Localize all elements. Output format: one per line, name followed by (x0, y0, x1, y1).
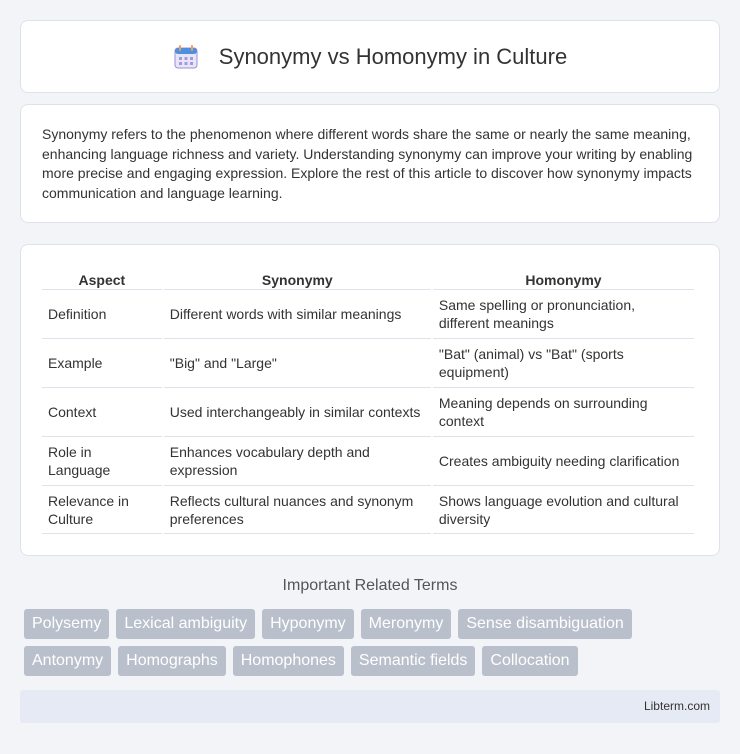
tag-hyponymy[interactable]: Hyponymy (262, 609, 354, 639)
tag-lexical-ambiguity[interactable]: Lexical ambiguity (116, 609, 255, 639)
comparison-table (40, 265, 696, 534)
intro-text: Synonymy refers to the phenomenon where different words share the same or nearly the same meaning, enhancing language richness and variety. Understanding synonymy can improve your writing by enabling more precise and engaging expression. Explore the rest of this article to discover how synonymy impacts communication and language learning. (42, 126, 693, 201)
table-cell: Role in Language (42, 436, 162, 485)
table-row (42, 289, 694, 338)
table-cell: Same spelling or pronunciation, different meanings (433, 289, 694, 338)
tag-row (24, 646, 724, 676)
tag-row (24, 609, 724, 639)
related-terms (24, 609, 724, 683)
table-cell: Meaning depends on surrounding context (433, 387, 694, 436)
table-cell: Enhances vocabulary depth and expression (164, 436, 431, 485)
related-terms-title: Important Related Terms (282, 577, 458, 594)
tag-homophones[interactable]: Homophones (233, 646, 344, 676)
calendar-icon (173, 44, 199, 70)
footer-link[interactable]: Libterm.com (643, 699, 710, 713)
column-header: Aspect (78, 272, 126, 288)
table-cell: Relevance in Culture (42, 485, 162, 534)
column-header: Synonymy (261, 272, 333, 288)
table-cell: Shows language evolution and cultural diversity (433, 485, 694, 534)
table-cell: Creates ambiguity needing clarification (433, 436, 694, 485)
tag-collocation[interactable]: Collocation (482, 646, 577, 676)
intro-card (20, 104, 720, 223)
table-row (42, 485, 694, 534)
tag-meronymy[interactable]: Meronymy (361, 609, 452, 639)
column-header: Homonymy (525, 272, 602, 288)
table-cell: Reflects cultural nuances and synonym preferences (164, 485, 431, 534)
table-row (42, 338, 694, 387)
table-cell: Context (42, 387, 162, 436)
table-header-row (42, 265, 694, 289)
header (20, 20, 720, 93)
table-cell: Different words with similar meanings (164, 289, 431, 338)
table-cell: "Big" and "Large" (164, 338, 431, 387)
table-cell: Used interchangeably in similar contexts (164, 387, 431, 436)
comparison-card (20, 244, 720, 556)
table-cell: Example (42, 338, 162, 387)
table-cell: Definition (42, 289, 162, 338)
footer (20, 690, 720, 723)
tag-homographs[interactable]: Homographs (118, 646, 226, 676)
table-row (42, 436, 694, 485)
tag-antonymy[interactable]: Antonymy (24, 646, 111, 676)
table-cell: "Bat" (animal) vs "Bat" (sports equipment) (433, 338, 694, 387)
table-row (42, 387, 694, 436)
tag-polysemy[interactable]: Polysemy (24, 609, 109, 639)
tag-semantic-fields[interactable]: Semantic fields (351, 646, 476, 676)
page-title: Synonymy vs Homonymy in Culture (218, 43, 568, 69)
tag-sense-disambiguation[interactable]: Sense disambiguation (458, 609, 631, 639)
